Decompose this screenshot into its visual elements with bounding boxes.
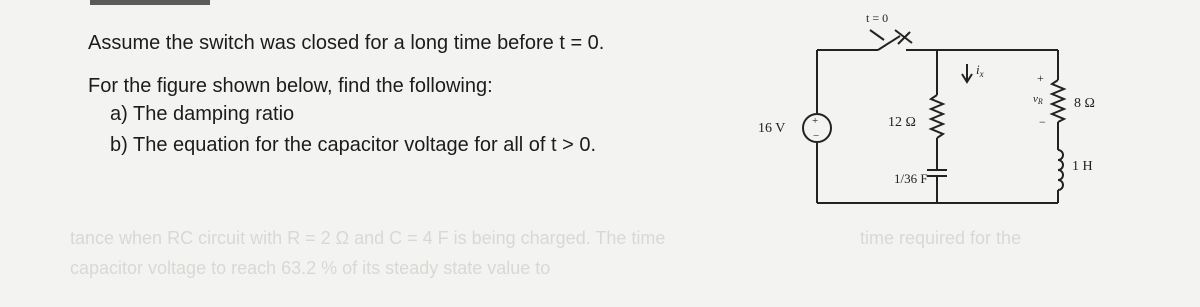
- vr-label: vR: [1033, 93, 1043, 106]
- vr-plus: +: [1037, 71, 1044, 85]
- problem-part-b: b) The equation for the capacitor voltage for all of t > 0.: [110, 134, 597, 156]
- source-plus: +: [812, 115, 819, 127]
- bleed-through-text-2: capacitor voltage to reach 63.2 % of its steady state value to: [70, 258, 551, 278]
- bleed-through-text-1: tance when RC circuit with R = 2 Ω and C = 4 F is being charged. The time: [70, 228, 666, 248]
- bleed-through-text-3: time required for the: [860, 228, 1022, 248]
- inductor-1h: [1058, 150, 1063, 190]
- resistor-12ohm-label: 12 Ω: [888, 115, 916, 130]
- problem-line-1: Assume the switch was closed for a long time before t = 0.: [88, 32, 605, 54]
- resistor-12ohm: [931, 95, 943, 138]
- switch-arrow: [870, 30, 884, 40]
- resistor-8ohm: [1052, 80, 1064, 122]
- problem-part-a: a) The damping ratio: [110, 103, 295, 125]
- switch-label: t = 0: [866, 11, 889, 25]
- current-label: $i_x$: [976, 62, 984, 79]
- capacitor-label: 1/36 F: [894, 171, 928, 186]
- vr-minus: −: [1039, 115, 1046, 129]
- source-label: 16 V: [758, 121, 786, 136]
- inductor-label: 1 H: [1072, 159, 1093, 174]
- resistor-8ohm-label: 8 Ω: [1074, 96, 1095, 111]
- problem-line-2: For the figure shown below, find the following:: [88, 75, 493, 97]
- source-minus: −: [813, 130, 820, 142]
